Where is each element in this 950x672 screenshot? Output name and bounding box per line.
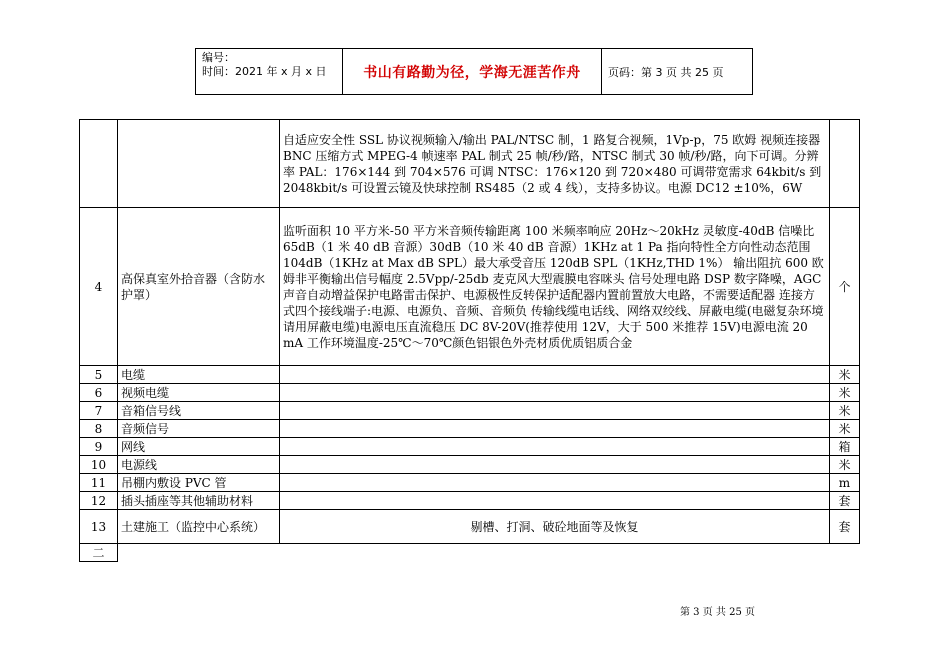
row-number: 11: [80, 474, 118, 492]
table-row: [80, 456, 860, 474]
row-number: 二: [80, 544, 118, 562]
row-desc: [280, 402, 830, 420]
row-unit: 套: [830, 510, 860, 544]
row-number: 13: [80, 510, 118, 544]
row-name: 吊棚内敷设 PVC 管: [118, 474, 280, 492]
row-desc: [280, 492, 830, 510]
row-unit: 箱: [830, 438, 860, 456]
row-number: 7: [80, 402, 118, 420]
table-row: [80, 438, 860, 456]
row-desc: [280, 384, 830, 402]
row-desc: [280, 456, 830, 474]
header-time: 时间：2021 年 x 月 x 日: [202, 65, 327, 78]
row-name: 网线: [118, 438, 280, 456]
row-number: 5: [80, 366, 118, 384]
row-number: [80, 120, 118, 208]
table-row: [80, 510, 860, 544]
table-row: [80, 366, 860, 384]
row-desc: 自适应安全性 SSL 协议视频输入/输出 PAL/NTSC 制，1 路复合视频，1Vp-p，75 欧姆 视频连接器 BNC 压缩方式 MPEG-4 帧速率 PAL 制式 25 帧/秒/路，NTSC 制式 30 帧/秒/路，向下可调。分辨率 PAL：176×144 到 704×576 可调 NTSC：176×120 到 720×480 可调带宽需求 64kbit/s 到 2048kbit/s 可设置云镜及快球控制 RS485（2 或 4 线），支持多协议。电源 DC12 ±10%，6W: [280, 120, 830, 208]
row-number: 9: [80, 438, 118, 456]
row-desc: [280, 544, 830, 562]
table-row: [80, 384, 860, 402]
row-unit: [830, 120, 860, 208]
row-unit: 套: [830, 492, 860, 510]
row-unit: [830, 544, 860, 562]
row-name: 音频信号: [118, 420, 280, 438]
row-desc: [280, 420, 830, 438]
equipment-table: [79, 119, 860, 562]
row-unit: 个: [830, 208, 860, 366]
row-number: 8: [80, 420, 118, 438]
header-page: 页码：第 3 页 共 25 页: [608, 65, 724, 79]
table-row: [80, 420, 860, 438]
header-number: 编号：: [202, 51, 235, 64]
row-desc: [280, 474, 830, 492]
table-row: [80, 402, 860, 420]
row-name: 音箱信号线: [118, 402, 280, 420]
row-desc: 监听面积 10 平方米-50 平方米音频传输距离 100 米频率响应 20Hz～20kHz 灵敏度-40dB 信噪比 65dB（1 米 40 dB 音源）30dB（10 米 40 dB 音源）1KHz at 1 Pa 指向特性全方向性动态范围 104dB（1KHz at Max dB SPL）最大承受音压 120dB SPL（1KHz,THD 1%） 输出阻抗 600 欧姆非平衡输出信号幅度 2.5Vpp/-25db 麦克风大型震膜电容咪头 信号处理电路 DSP 数字降噪，AGC 声音自动增益保护电路雷击保护、电源极性反转保护适配器内置前置放大电路，不需要适配器 连接方式四个接线端子:电源、电源负、音频、音频负 传输线缆电话线、网络双绞线、屏蔽电缆(电磁复杂环境请用屏蔽电缆)电源电压直流稳压 DC 8V-20V(推荐使用 12V，大于 500 米推荐 15V)电源电流 20 mA 工作环境温度-25℃～70℃颜色铝银色外壳材质优质铝质合金: [280, 208, 830, 366]
row-number: 12: [80, 492, 118, 510]
row-number: 6: [80, 384, 118, 402]
row-name: [118, 544, 280, 562]
table-row: [80, 492, 860, 510]
row-name: 插头插座等其他辅助材料: [118, 492, 280, 510]
row-unit: m: [830, 474, 860, 492]
row-name: 电源线: [118, 456, 280, 474]
table-row: [80, 208, 860, 366]
row-desc: [280, 438, 830, 456]
row-unit: 米: [830, 420, 860, 438]
page-header: [195, 48, 753, 95]
row-name: 电缆: [118, 366, 280, 384]
row-name: 高保真室外拾音器（含防水护罩）: [118, 208, 280, 366]
row-unit: 米: [830, 456, 860, 474]
row-desc: 剔槽、打洞、破砼地面等及恢复: [280, 510, 830, 544]
table-row: [80, 544, 860, 562]
row-number: 10: [80, 456, 118, 474]
row-unit: 米: [830, 402, 860, 420]
table-row: [80, 474, 860, 492]
table-row: [80, 120, 860, 208]
header-meta: [196, 49, 343, 94]
row-number: 4: [80, 208, 118, 366]
row-unit: 米: [830, 366, 860, 384]
row-unit: 米: [830, 384, 860, 402]
row-desc: [280, 366, 830, 384]
row-name: [118, 120, 280, 208]
row-name: 视频电缆: [118, 384, 280, 402]
row-name: 土建施工（监控中心系统）: [118, 510, 280, 544]
page-footer: 第 3 页 共 25 页: [680, 607, 755, 618]
header-motto: 书山有路勤为径，学海无涯苦作舟: [343, 49, 602, 94]
